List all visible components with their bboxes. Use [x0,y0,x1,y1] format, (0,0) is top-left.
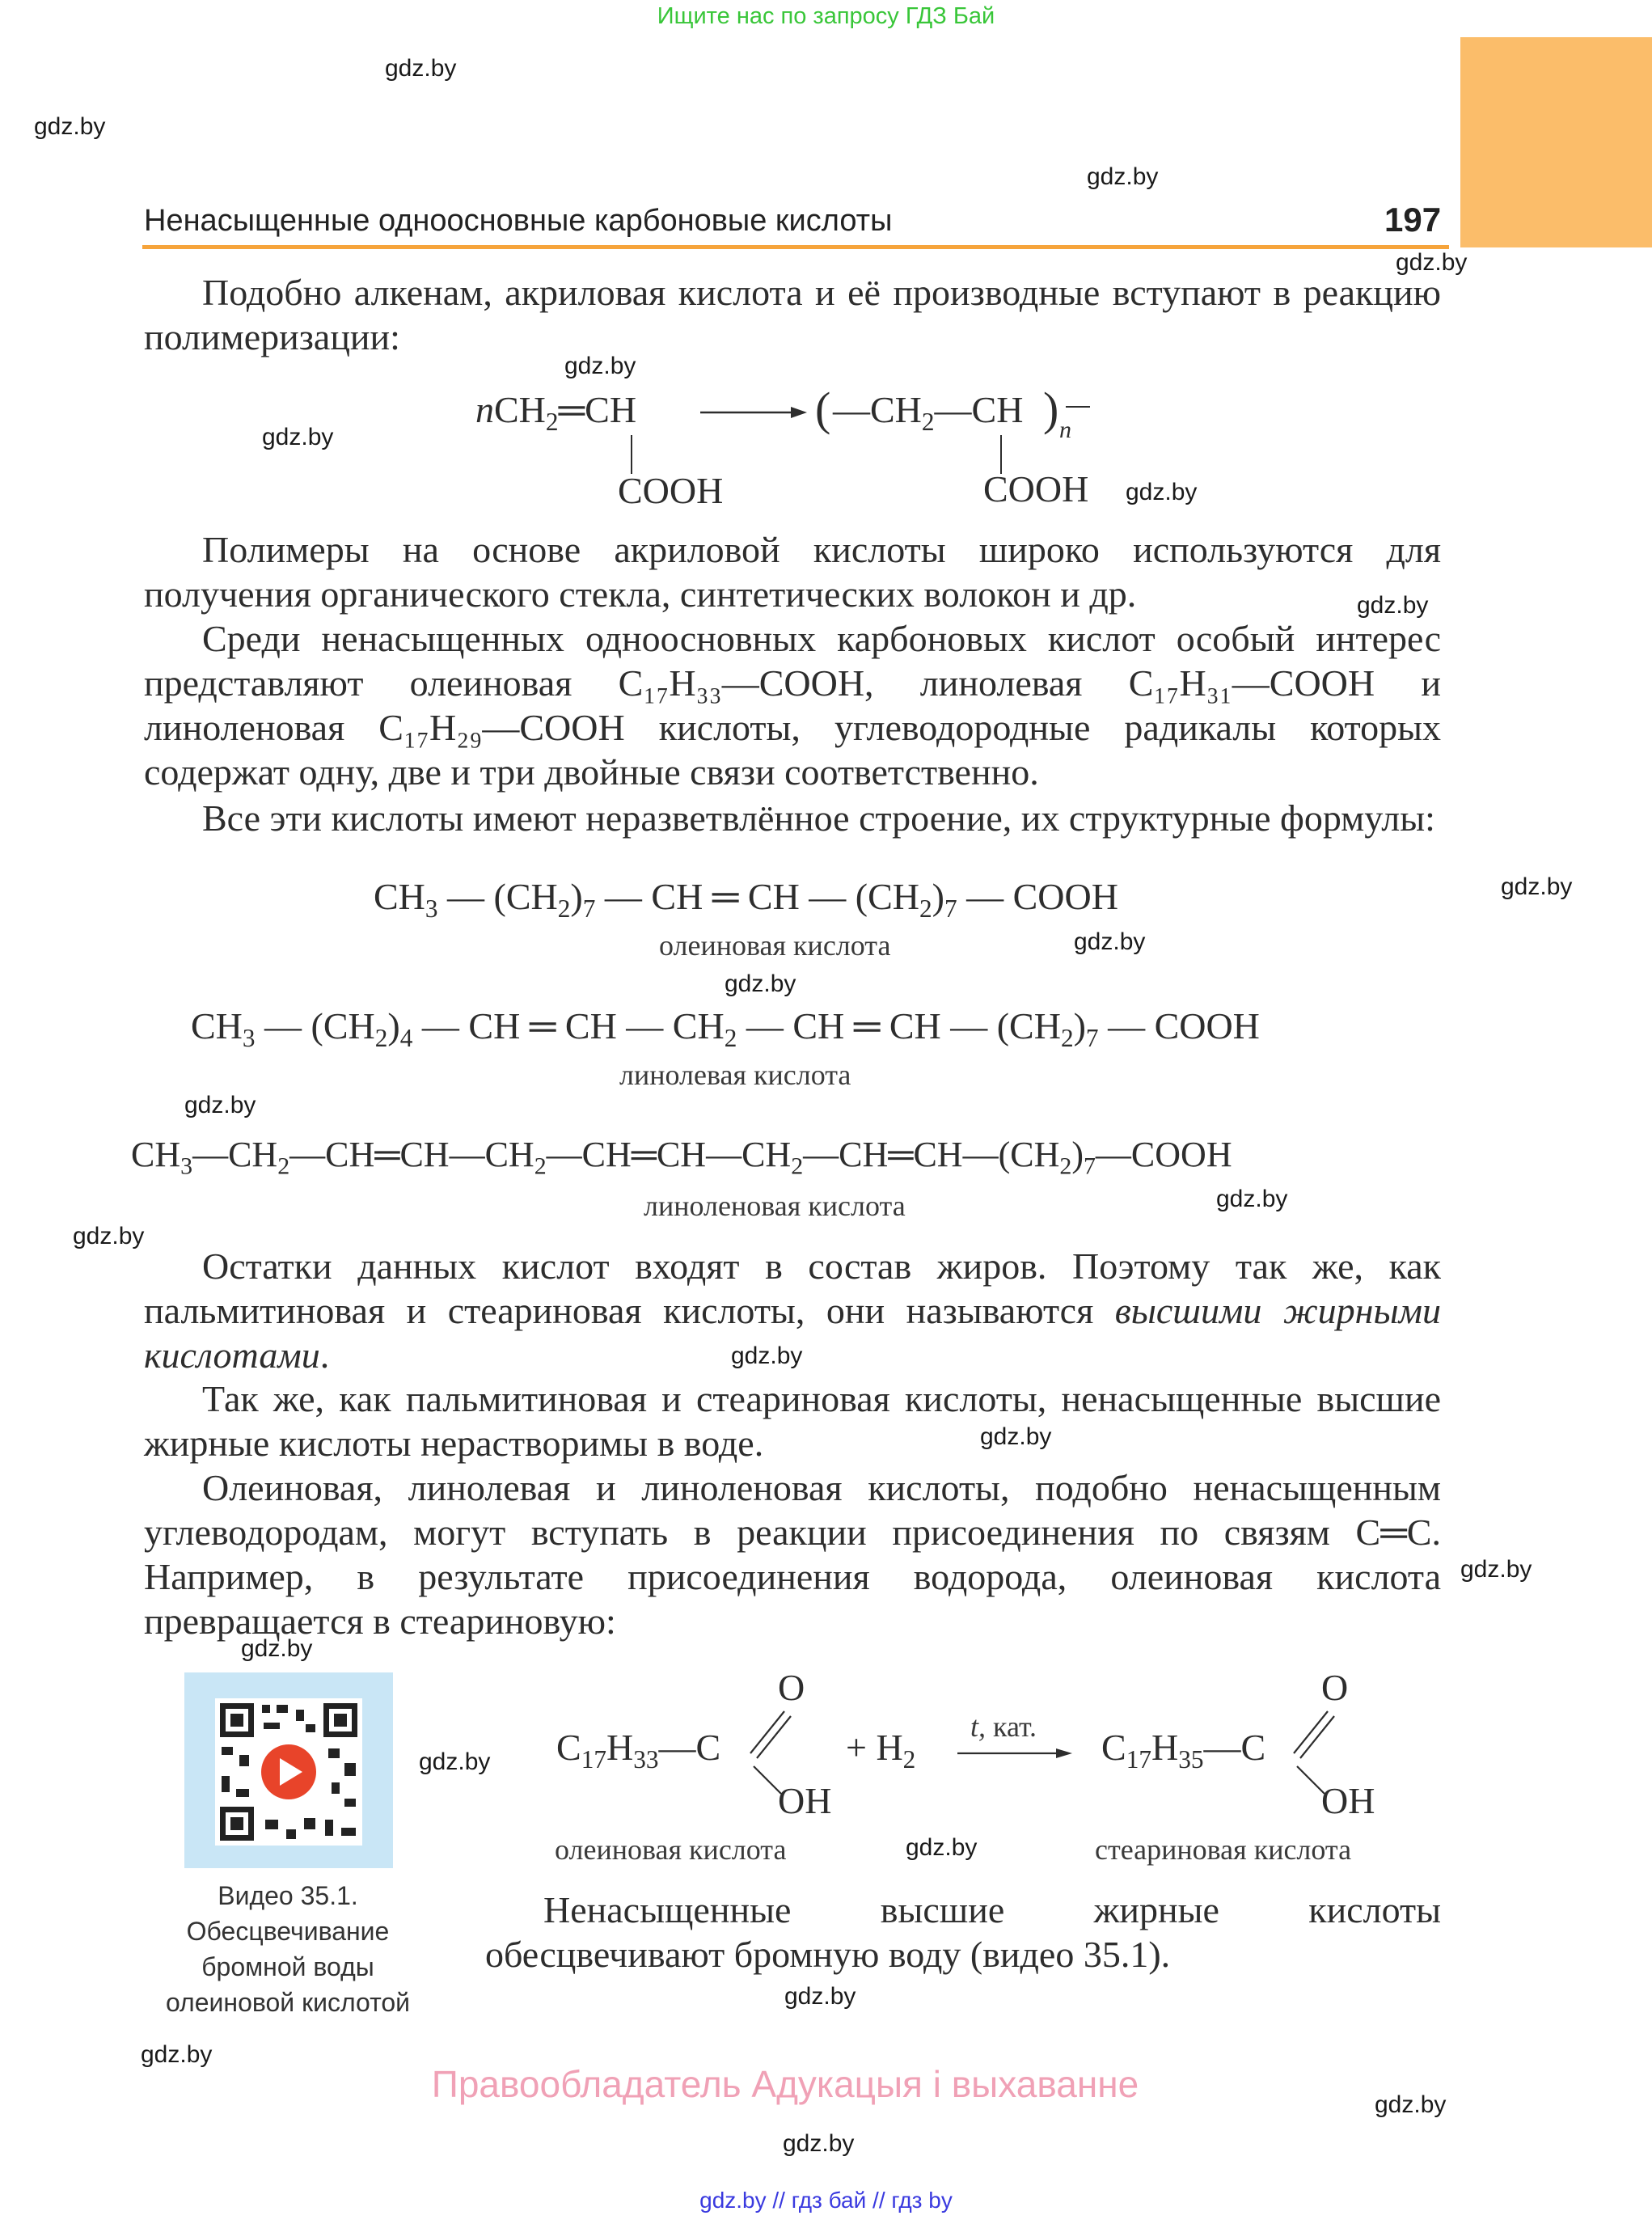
oxygen-label-right: O [1321,1667,1349,1708]
paragraph-unsaturated-acids: Среди ненасыщенных одноосновных карбоновых кислот особый интерес представляют олеиновая C₁₇H₃₃—COOH, линолевая C₁₇H₃₁—COOH и линоленовая C₁₇H₂₉—COOH кислоты, углеводородные радикалы которых содержат одну, две и три двойные связи соответственно. [144,618,1441,793]
watermark: gdz.by [184,1092,256,1118]
watermark: gdz.by [783,2130,855,2157]
watermark: gdz.by [731,1342,803,1369]
reaction-condition: t, кат. [970,1710,1037,1743]
linolenic-acid-formula: $CH_3—CH_2—CH═CH—CH_2—CH═CH—CH_2—CH═CH—(CH_2)_7—COOH$ [131,1135,1232,1180]
watermark: gdz.by [262,424,334,450]
watermark: gdz.by [906,1834,978,1861]
watermark: gdz.by [564,353,636,379]
hydrogenation-reactant: $C_{17}H_{33}—C$ [556,1727,721,1774]
polymer-product-cooh: COOH [983,468,1089,509]
watermark: gdz.by [725,970,796,997]
footer-links[interactable]: gdz.by // гдз бай // гдз by [699,2188,953,2213]
watermark: gdz.by [419,1748,491,1775]
watermark: gdz.by [1396,249,1468,276]
paragraph-insoluble: Так же, как пальмитиновая и стеариновая кислоты, ненасыщенные высшие жирные кислоты нерастворимы в воде. [144,1378,1441,1464]
page-number: 197 [1384,201,1442,239]
hydrogenation-product: $C_{17}H_{35}—C$ [1101,1727,1266,1774]
polymer-close-bracket: ) [1043,383,1059,435]
watermark: gdz.by [1375,2091,1447,2118]
hydrogen-reagent: + $H_2$ [846,1727,916,1774]
oleic-acid-reaction-caption: олеиновая кислота [555,1833,787,1866]
paragraph-polymerization: Подобно алкенам, акриловая кислота и её производные вступают в реакцию полимеризации: [144,272,1441,357]
watermark: gdz.by [1501,873,1573,900]
copyright-notice: Правообладатель Адукацыя і выхаванне [431,2063,1139,2105]
polymer-product: $—CH_2—CH$ [833,389,1024,436]
polymer-reactant: nCH$_2$═CH [475,389,637,436]
polymer-reactant-cooh: COOH [618,470,724,511]
linoleic-acid-caption: линолевая кислота [619,1059,851,1091]
watermark: gdz.by [980,1423,1052,1450]
reaction-arrow-icon [954,1744,1075,1763]
watermark: gdz.by [1087,163,1159,190]
watermark: gdz.by [385,55,457,82]
watermark: gdz.by [141,2041,213,2068]
watermark: gdz.by [1126,479,1198,505]
polymer-chain-bond [1066,406,1090,408]
watermark: gdz.by [241,1635,313,1662]
video-caption: Видео 35.1. Обесцвечивание бромной воды олеиновой кислотой [165,1881,411,2017]
stearic-acid-caption: стеариновая кислота [1095,1833,1352,1866]
linoleic-acid-formula: $CH_3$ — $(CH_2)_4$ — CH ═ CH — $CH_2$ — CH ═ CH — $(CH_2)_7$ — COOH [191,1005,1260,1052]
paragraph-polymers-use: Полимеры на основе акриловой кислоты широко используются для получения органического стекла, синтетических волокон и др. [144,529,1441,615]
watermark: gdz.by [1216,1186,1288,1212]
paragraph-structural-formulas: Все эти кислоты имеют неразветвлённое строение, их структурные формулы: [202,797,1435,839]
reaction-arrow-icon [697,400,810,425]
watermark: gdz.by [34,113,106,140]
term-higher-fatty-acids: высшими жирными кислотами [144,1290,1441,1376]
bond-vertical [631,435,632,474]
hydroxyl-label-right: OH [1321,1780,1375,1821]
polymer-n-index: n [1059,416,1071,443]
oxygen-label-left: O [778,1667,805,1708]
orange-corner-tab [1460,37,1652,247]
watermark: gdz.by [1357,592,1429,619]
watermark: gdz.by [1074,928,1146,955]
oleic-acid-caption: олеиновая кислота [659,929,891,962]
page-header-title: Ненасыщенные одноосновные карбоновые кислоты [144,204,893,238]
qr-code-icon[interactable] [215,1698,362,1846]
hydroxyl-label-left: OH [778,1780,832,1821]
watermark: gdz.by [1460,1556,1532,1583]
polymer-open-bracket: ( [815,383,831,435]
watermark: gdz.by [784,1983,856,2010]
paragraph-addition-reactions: Олеиновая, линолевая и линоленовая кислоты, подобно ненасыщенным углеводородам, могут вступать в реакции присоединения по связям C═C. Например, в результате присоединения водорода, олеиновая кислота превращается в стеариновую: [144,1467,1441,1642]
video-qr-code[interactable] [184,1672,393,1868]
oleic-acid-formula: $CH_3$ — $(CH_2)_7$ — CH ═ CH — $(CH_2)_7$ — COOH [374,876,1118,923]
header-rule [142,245,1449,249]
watermark: gdz.by [73,1223,145,1249]
linolenic-acid-caption: линоленовая кислота [644,1190,906,1222]
paragraph-higher-fatty-acids: Остатки данных кислот входят в состав жиров. Поэтому так же, как пальмитиновая и стеариновая кислоты, они называются высшими жирными кислотами. [144,1245,1441,1376]
top-banner[interactable]: Ищите нас по запросу ГДЗ Бай [657,3,995,29]
paragraph-bromine-water: Ненасыщенные высшие жирные кислоты обесцвечивают бромную воду (видео 35.1). [485,1889,1441,1975]
